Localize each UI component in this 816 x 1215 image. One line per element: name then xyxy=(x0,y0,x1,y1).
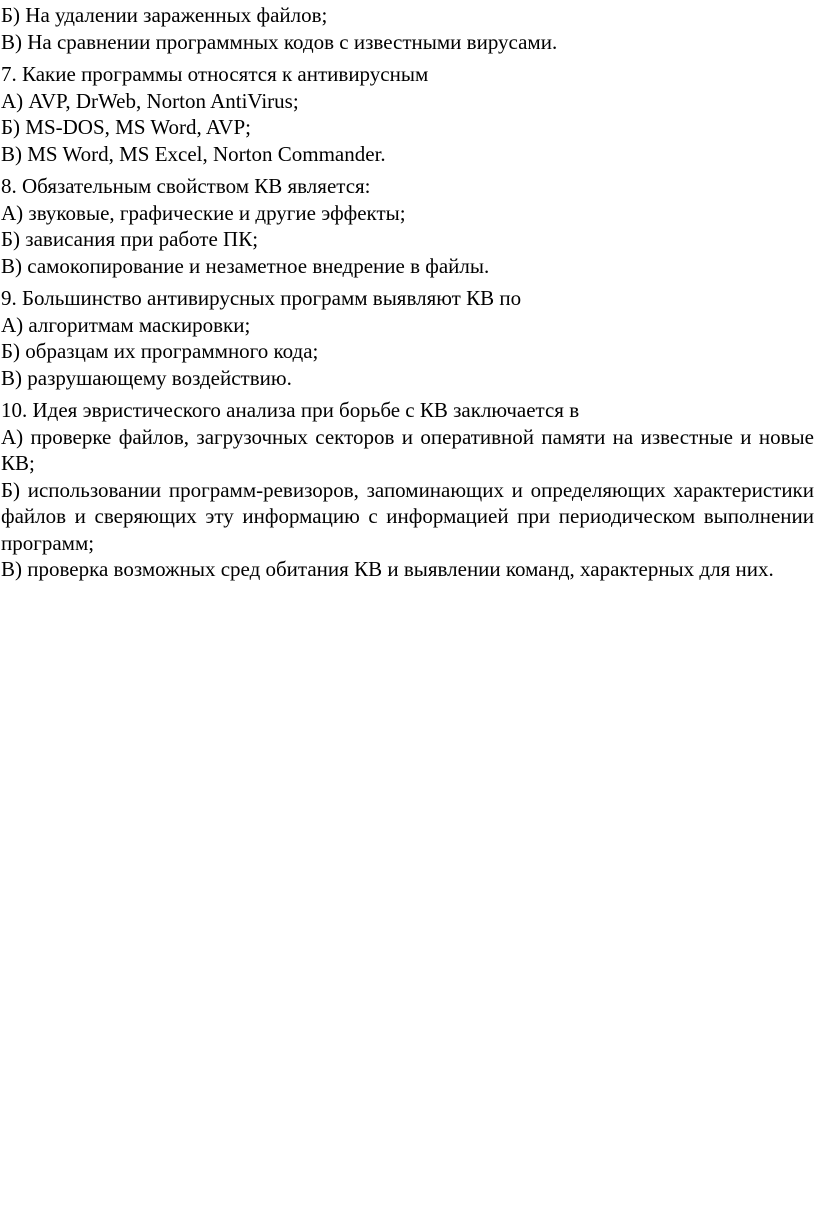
document-page xyxy=(0,0,816,583)
option-c: В) MS Word, MS Excel, Norton Commander. xyxy=(1,141,386,166)
option-b: Б) MS-DOS, MS Word, AVP; xyxy=(1,115,251,139)
question-9 xyxy=(1,285,816,391)
option-b: Б) зависания при работе ПК; xyxy=(1,227,259,251)
option-c: В) На сравнении программных кодов с известными вирусами. xyxy=(1,29,558,54)
question-text: 7. Какие программы относятся к антивирусным xyxy=(1,62,429,86)
option-a: А) AVP, DrWeb, Norton AntiVirus; xyxy=(1,88,299,113)
question-8 xyxy=(1,173,816,279)
question-7 xyxy=(1,61,816,167)
option-b: Б) использовании программ-ревизоров, запоминающих и определяющих характеристики файлов и сверяющих эту информацию с информацией при периодическом выполнении программ; xyxy=(1,477,814,555)
question-10 xyxy=(1,397,816,583)
option-a: А) звуковые, графические и другие эффекты; xyxy=(1,200,406,225)
question-6-tail xyxy=(1,2,816,55)
question-text: 9. Большинство антивирусных программ выявляют КВ по xyxy=(1,286,522,310)
option-c: В) самокопирование и незаметное внедрение в файлы. xyxy=(1,253,490,278)
option-b: Б) образцам их программного кода; xyxy=(1,339,319,363)
option-c: В) разрушающему воздействию. xyxy=(1,365,292,390)
option-b: Б) На удалении зараженных файлов; xyxy=(1,3,328,27)
option-c: В) проверка возможных сред обитания КВ и выявлении команд, характерных для них. xyxy=(1,557,774,581)
option-a: А) проверке файлов, загрузочных секторов и оперативной памяти на известные и новые КВ; xyxy=(1,424,814,475)
question-text: 10. Идея эвристического анализа при борьбе с КВ заключается в xyxy=(1,398,580,422)
question-text: 8. Обязательным свойством КВ является: xyxy=(1,174,371,198)
option-a: А) алгоритмам маскировки; xyxy=(1,312,251,337)
